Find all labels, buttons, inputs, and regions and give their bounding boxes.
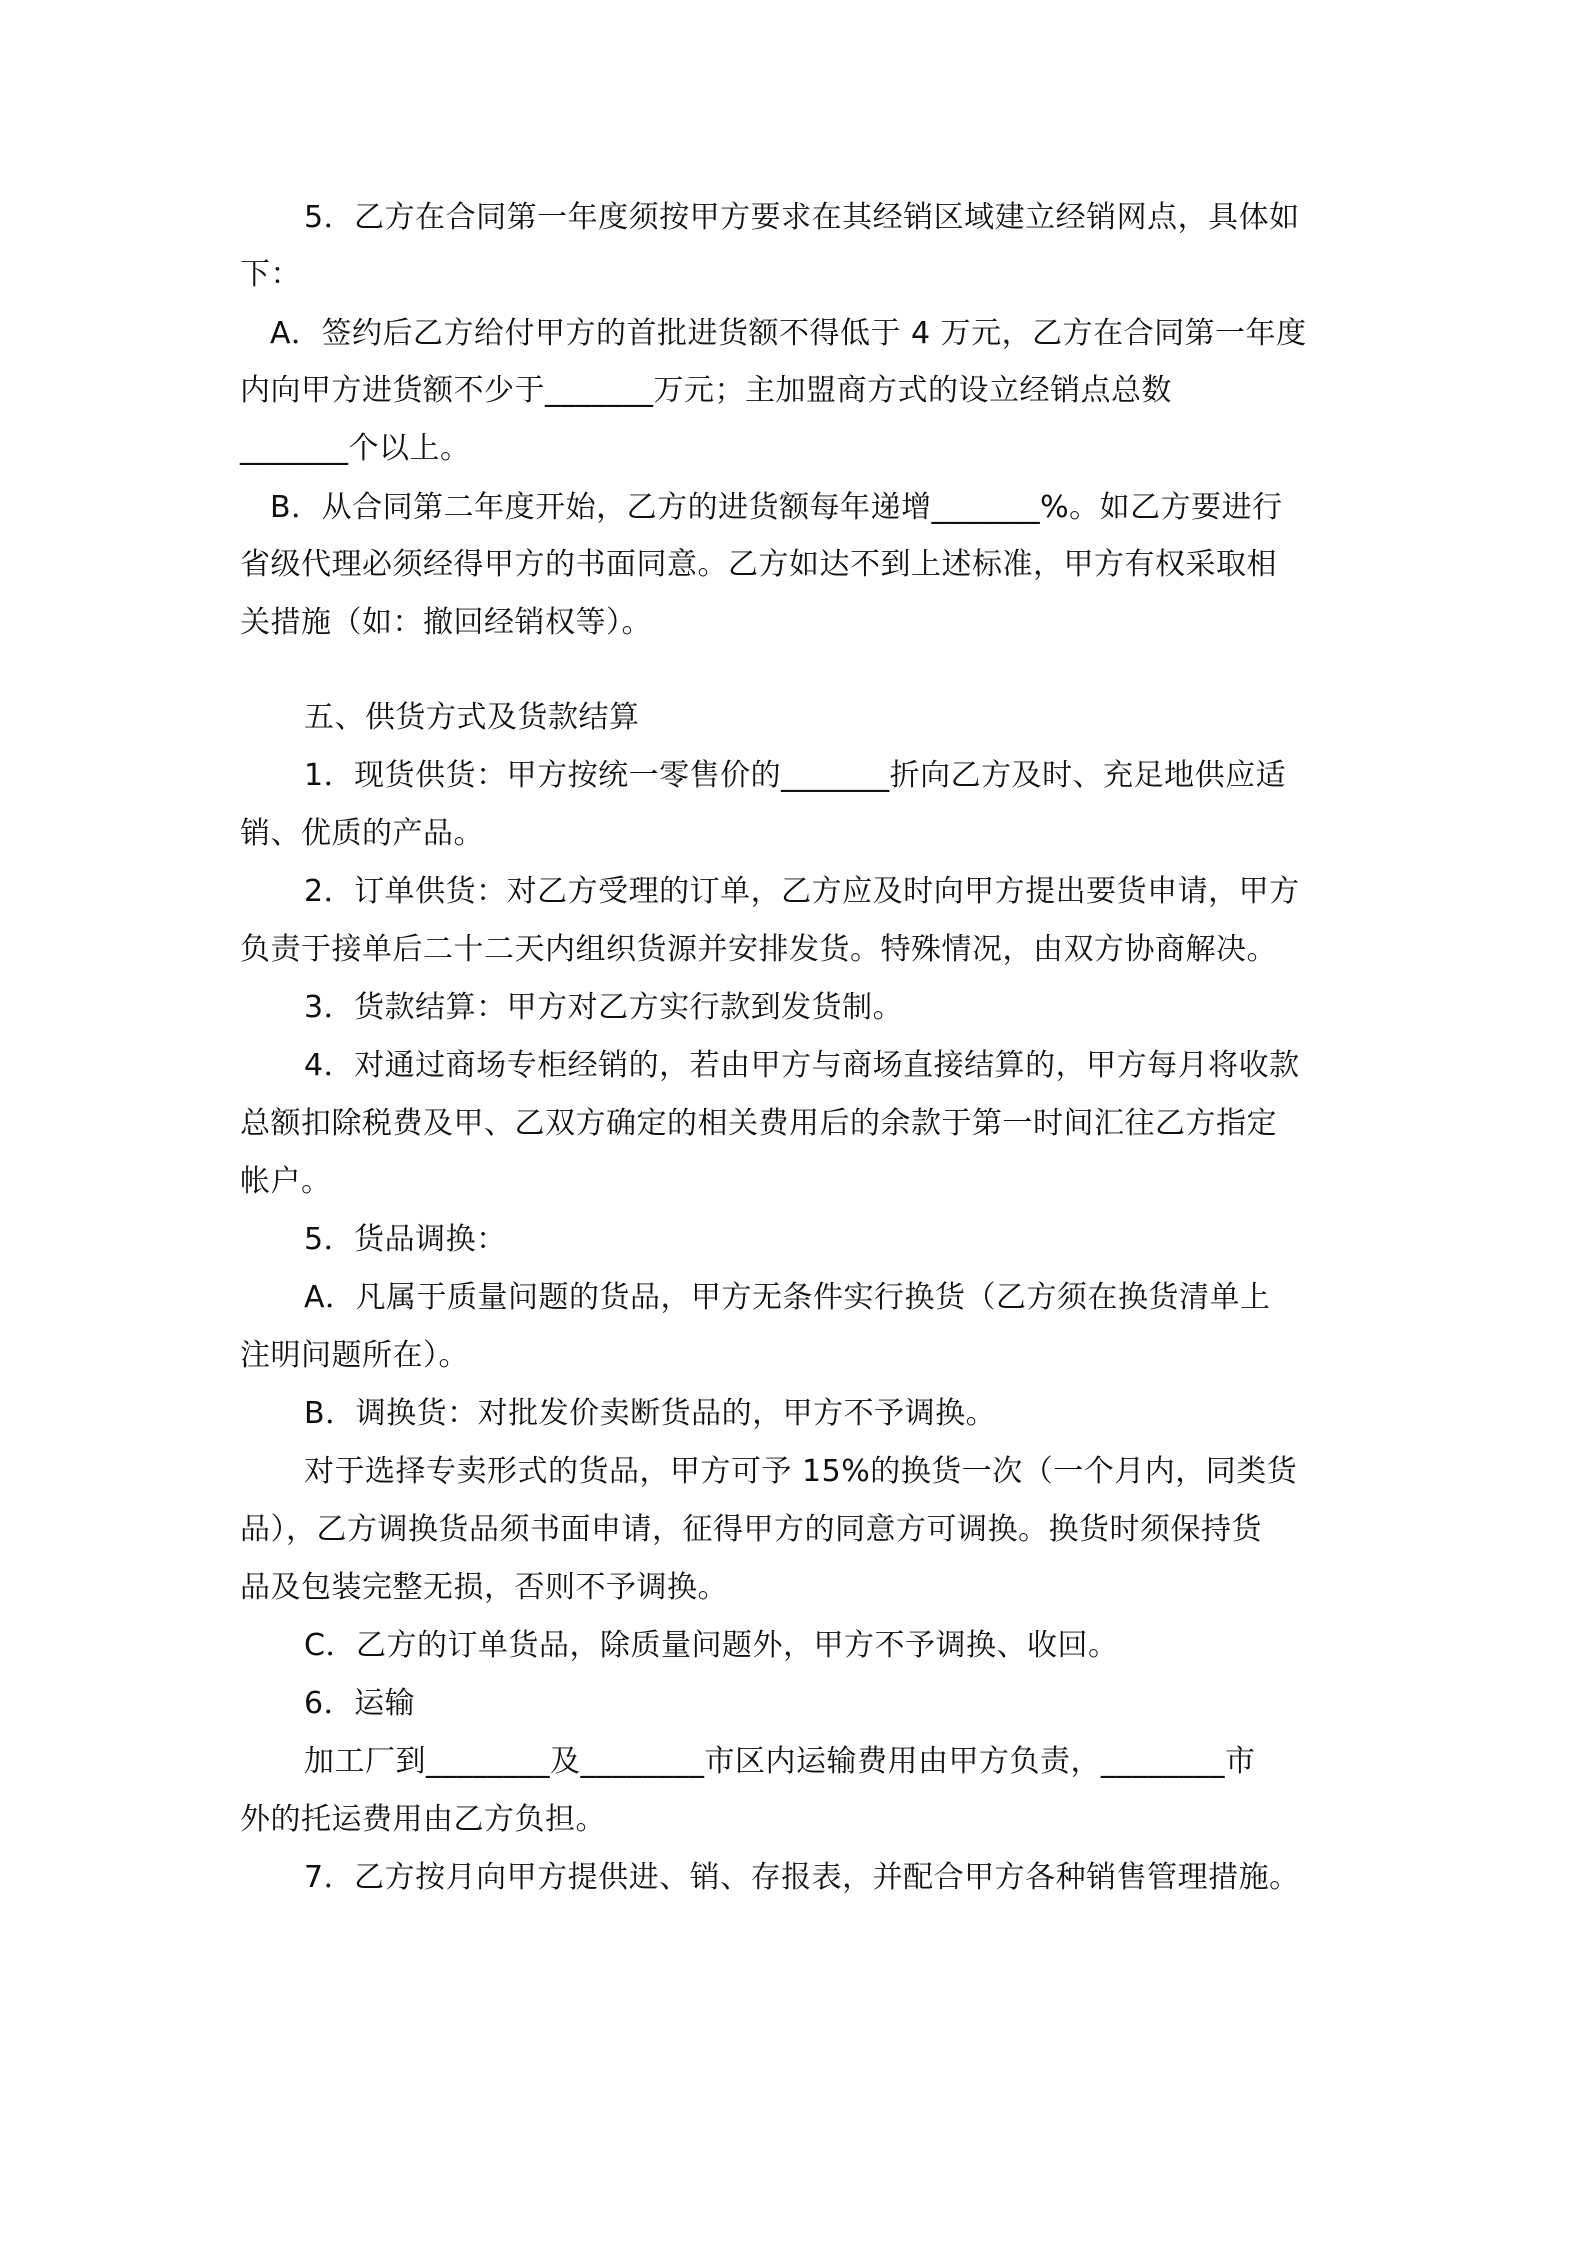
text-line: 销、优质的产品。 — [240, 816, 484, 851]
text-line: 6．运输 — [304, 1686, 416, 1721]
text-line: 2．订单供货：对乙方受理的订单，乙方应及时向甲方提出要货申请，甲方 — [304, 874, 1300, 909]
text-line: 对于选择专卖形式的货品，甲方可予 15%的换货一次（一个月内，同类货 — [304, 1454, 1298, 1489]
text-line: 5．乙方在合同第一年度须按甲方要求在其经销区域建立经销网点，具体如 — [304, 200, 1300, 235]
section-heading: 五、供货方式及货款结算 — [304, 700, 640, 735]
text-line: A．凡属于质量问题的货品，甲方无条件实行换货（乙方须在换货清单上 — [304, 1280, 1271, 1315]
text-line: B．调换货：对批发价卖断货品的，甲方不予调换。 — [304, 1396, 997, 1431]
text-line: 加工厂到________及________市区内运输费用由甲方负责，________市 — [304, 1744, 1256, 1779]
text-line: 省级代理必须经得甲方的书面同意。乙方如达不到上述标准，甲方有权采取相 — [240, 547, 1277, 582]
text-line: 7．乙方按月向甲方提供进、销、存报表，并配合甲方各种销售管理措施。 — [304, 1860, 1300, 1895]
text-line: 帐户。 — [240, 1164, 332, 1199]
text-line: 内向甲方进货额不少于_______万元；主加盟商方式的设立经销点总数 — [240, 373, 1172, 408]
text-line: B．从合同第二年度开始，乙方的进货额每年递增_______%。如乙方要进行 — [270, 490, 1283, 525]
text-line: 负责于接单后二十二天内组织货源并安排发货。特殊情况，由双方协商解决。 — [240, 932, 1277, 967]
text-line: 关措施（如：撤回经销权等）。 — [240, 605, 652, 640]
text-line: 品及包装完整无损，否则不予调换。 — [240, 1570, 728, 1605]
text-line: 1．现货供货：甲方按统一零售价的_______折向乙方及时、充足地供应适 — [304, 758, 1287, 793]
text-line: 4．对通过商场专柜经销的，若由甲方与商场直接结算的，甲方每月将收款 — [304, 1048, 1300, 1083]
text-line: 外的托运费用由乙方负担。 — [240, 1802, 606, 1837]
text-line: 总额扣除税费及甲、乙双方确定的相关费用后的余款于第一时间汇往乙方指定 — [240, 1106, 1277, 1141]
text-line: 品），乙方调换货品须书面申请，征得甲方的同意方可调换。换货时须保持货 — [240, 1512, 1262, 1547]
text-line: 注明问题所在）。 — [240, 1338, 469, 1373]
text-line: C．乙方的订单货品，除质量问题外，甲方不予调换、收回。 — [304, 1628, 1119, 1663]
text-line: A．签约后乙方给付甲方的首批进货额不得低于 4 万元，乙方在合同第一年度 — [270, 316, 1307, 351]
text-line: _______个以上。 — [240, 431, 471, 466]
text-line: 5．货品调换： — [304, 1222, 507, 1257]
text-line: 下： — [240, 257, 301, 292]
text-line: 3．货款结算：甲方对乙方实行款到发货制。 — [304, 990, 904, 1025]
